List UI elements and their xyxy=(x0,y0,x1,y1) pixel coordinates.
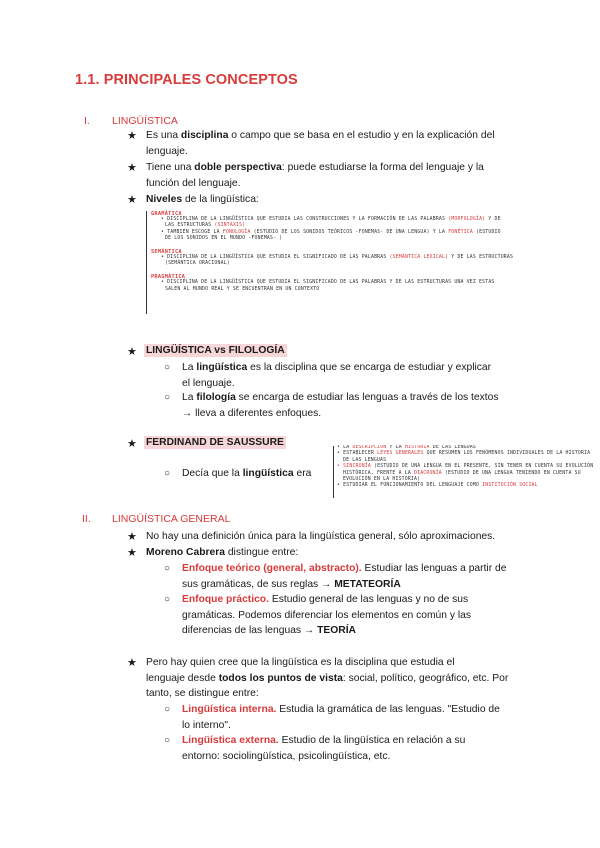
saussure-note xyxy=(337,445,597,490)
star-icon: ★ xyxy=(127,547,137,559)
note-line: DE LOS SONIDOS EN EL MUNDO -FONEMAS- ) xyxy=(165,236,283,242)
note-line: HISTÓRICA, FRENTE A LA DIACRONÍA (ESTUDIO DE UNA LENGUA TENIENDO EN CUENTA SU xyxy=(343,470,581,476)
note-line: • DISCIPLINA DE LA LINGÜÍSTICA QUE ESTUDIA EL SIGNIFICADO DE LAS PALABRAS (SEMÁNTICA LEXICAL) Y DE LAS ESTRUCTURAS xyxy=(161,254,514,260)
bullet-moreno-cabrera: Moreno Cabrera distingue entre: xyxy=(146,547,299,558)
note-line: (SEMÁNTICA ORACIONAL) xyxy=(165,261,230,267)
bullet-no-definicion: No hay una definición única para la lingüística general, sólo aproximaciones. xyxy=(146,531,496,542)
note-line: • ESTUDIAR EL FUNCIONAMIENTO DEL LENGUAJE COMO INSTITUCIÓN SOCIAL xyxy=(337,483,538,489)
note-semantica-heading: SEMÁNTICA xyxy=(151,248,182,255)
bullet-doble-perspectiva: Tiene una doble perspectiva: puede estudiarse la forma del lenguaje y la función del lenguaje. xyxy=(146,162,484,189)
star-icon: ★ xyxy=(127,346,137,358)
circle-bullet-icon: ○ xyxy=(164,362,171,373)
levels-note xyxy=(151,211,596,293)
circle-bullet-icon: ○ xyxy=(164,735,171,746)
bullet-disciplina: Es una disciplina o campo que se basa en el estudio y en la explicación del lenguaje. xyxy=(146,130,495,157)
section-2-number: II. xyxy=(82,513,91,525)
circle-bullet-icon: ○ xyxy=(164,468,171,479)
note-line: • DISCIPLINA DE LA LINGÜÍSTICA QUE ESTUDIA LAS CONSTRUCCIONES Y LA FORMACIÓN DE LAS PALABRAS (MORFOLOGÍA) Y DE xyxy=(161,217,501,222)
note-line: LAS ESTRUCTURAS (SINTAXIS) xyxy=(165,223,246,229)
note-line: • TAMBIÉN ESCOGE LA FONOLOGÍA (ESTUDIO DE LOS SONIDOS TEÓRICOS -FONEMAS- DE UNA LENGUA) Y LA FONÉTICA (ESTUDIO xyxy=(161,229,501,235)
item-linguistica-externa: Lingüística externa. Estudio de la lingüística en relación a su entorno: sociolingüística, psicolingüística, etc. xyxy=(182,735,466,762)
circle-bullet-icon: ○ xyxy=(164,563,171,574)
star-icon: ★ xyxy=(127,438,137,450)
note-line: • ESTABLECER LEYES GENERALES QUE RESUMEN LOS FENÓMENOS INDIVIDUALES DE LA HISTORIA xyxy=(337,451,591,457)
page-title: 1.1. PRINCIPALES CONCEPTOS xyxy=(75,72,298,88)
star-icon: ★ xyxy=(127,657,137,669)
note-line: DE LAS LENGUAS xyxy=(343,457,387,463)
section-1-number: I. xyxy=(84,115,90,127)
note-line: • LA DESCRIPCIÓN Y LA HISTORIA DE LAS LENGUAS xyxy=(337,445,477,450)
item-saussure: Decía que la lingüística era xyxy=(182,468,312,479)
star-icon: ★ xyxy=(127,531,137,543)
section-2-title: LINGÜÍSTICA GENERAL xyxy=(112,513,231,525)
bullet-puntos-de-vista: Pero hay quien cree que la lingüística es la disciplina que estudia el lenguaje desde todos los puntos de vista: social, político, geográfico, etc. Por tanto, se distingue entre: xyxy=(146,657,509,699)
star-icon: ★ xyxy=(127,162,137,174)
circle-bullet-icon: ○ xyxy=(164,392,171,403)
bullet-niveles: Niveles de la lingüística: xyxy=(146,194,259,205)
subheading-linguistica-vs-filologia: LINGÜÍSTICA vs FILOLOGÍA xyxy=(146,345,285,356)
star-icon: ★ xyxy=(127,194,137,206)
note-gramatica-heading: GRAMÁTICA xyxy=(151,211,182,217)
item-filologia: La filología se encarga de estudiar las lenguas a través de los textos → lleva a diferentes enfoques. xyxy=(182,392,499,419)
star-icon: ★ xyxy=(127,130,137,142)
note-line: SALEN AL MUNDO REAL Y SE ENCUENTRAN EN UN CONTEXTO xyxy=(165,286,320,292)
note-pragmatica-heading: PRAGMÁTICA xyxy=(151,274,186,281)
item-linguistica: La lingüística es la disciplina que se encarga de estudiar y explicar el lenguaje. xyxy=(182,362,492,389)
note-line: • SINCRONÍA (ESTUDIO DE UNA LENGUA EN EL PRESENTE, SIN TENER EN CUENTA SU EVOLUCIÓN xyxy=(337,464,594,470)
note-line: EVOLUCIÓN EN LA HISTORIA) xyxy=(343,477,421,483)
item-enfoque-teorico: Enfoque teórico (general, abstracto). Estudiar las lenguas a partir de sus gramáticas, de sus reglas → METATEORÍA xyxy=(182,563,507,590)
section-1-title: LINGÜÍSTICA xyxy=(112,115,178,127)
subheading-saussure: FERDINAND DE SAUSSURE xyxy=(146,437,284,448)
circle-bullet-icon: ○ xyxy=(164,594,171,605)
circle-bullet-icon: ○ xyxy=(164,704,171,715)
note-line: • DISCIPLINA DE LA LINGÜÍSTICA QUE ESTUDIA EL SIGNIFICADO DE LAS PALABRAS Y DE LAS ESTRUCTURAS UNA VEZ ESTAS xyxy=(161,280,495,286)
item-enfoque-practico: Enfoque práctico. Estudio general de las lenguas y no de sus gramáticas. Podemos diferenciar los elementos en común y las diferencias de las lenguas → TEORÍA xyxy=(182,594,472,636)
item-linguistica-interna: Lingüística interna. Estudia la gramática de las lenguas. "Estudio de lo interno". xyxy=(182,704,500,731)
